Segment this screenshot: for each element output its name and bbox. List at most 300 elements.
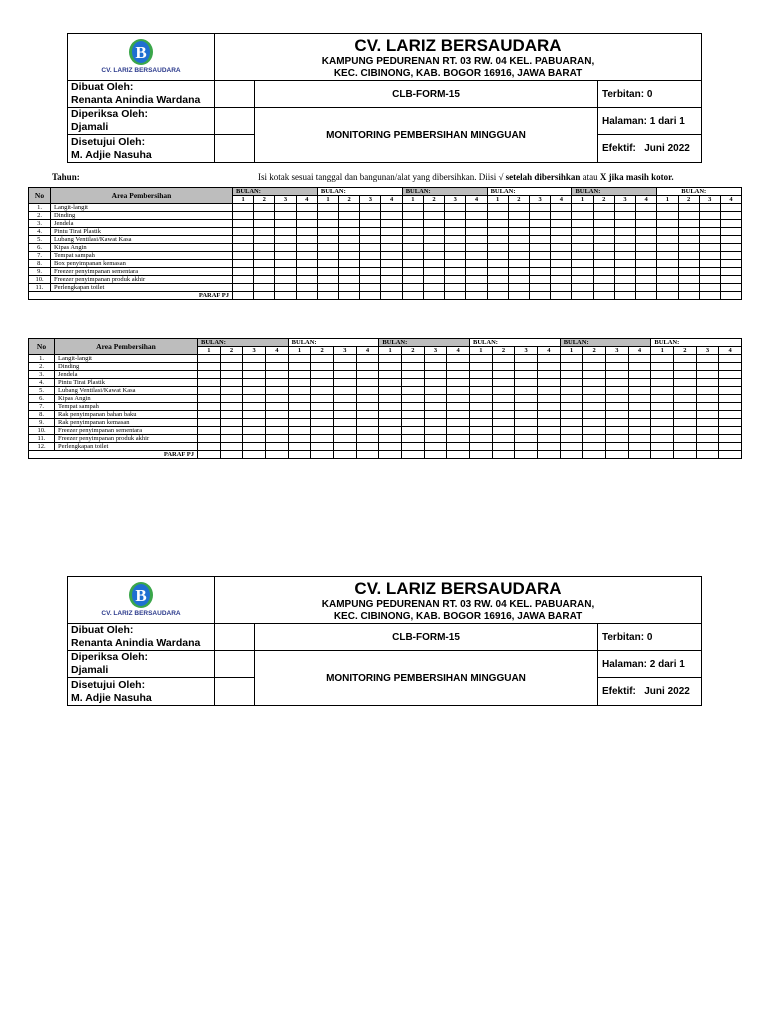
check-cell[interactable] — [275, 228, 296, 236]
check-cell[interactable] — [529, 252, 550, 260]
paraf-cell[interactable] — [296, 292, 317, 300]
check-cell[interactable] — [674, 403, 697, 411]
check-cell[interactable] — [360, 212, 381, 220]
check-cell[interactable] — [198, 371, 221, 379]
check-cell[interactable] — [288, 427, 311, 435]
check-cell[interactable] — [311, 427, 334, 435]
check-cell[interactable] — [606, 443, 629, 451]
check-cell[interactable] — [583, 355, 606, 363]
check-cell[interactable] — [551, 236, 572, 244]
check-cell[interactable] — [572, 220, 593, 228]
check-cell[interactable] — [296, 268, 317, 276]
paraf-cell[interactable] — [628, 451, 651, 459]
check-cell[interactable] — [515, 403, 538, 411]
check-cell[interactable] — [487, 260, 508, 268]
check-cell[interactable] — [696, 427, 719, 435]
check-cell[interactable] — [614, 244, 635, 252]
paraf-cell[interactable] — [254, 292, 275, 300]
check-cell[interactable] — [379, 395, 402, 403]
check-cell[interactable] — [583, 395, 606, 403]
check-cell[interactable] — [360, 236, 381, 244]
paraf-cell[interactable] — [529, 292, 550, 300]
check-cell[interactable] — [339, 252, 360, 260]
check-cell[interactable] — [719, 355, 742, 363]
paraf-cell[interactable] — [288, 451, 311, 459]
check-cell[interactable] — [492, 371, 515, 379]
paraf-cell[interactable] — [636, 292, 657, 300]
check-cell[interactable] — [583, 427, 606, 435]
check-cell[interactable] — [651, 355, 674, 363]
check-cell[interactable] — [265, 363, 288, 371]
check-cell[interactable] — [447, 427, 470, 435]
check-cell[interactable] — [628, 387, 651, 395]
check-cell[interactable] — [402, 379, 425, 387]
paraf-cell[interactable] — [492, 451, 515, 459]
check-cell[interactable] — [470, 435, 493, 443]
check-cell[interactable] — [265, 395, 288, 403]
paraf-cell[interactable] — [379, 451, 402, 459]
check-cell[interactable] — [333, 355, 356, 363]
check-cell[interactable] — [515, 443, 538, 451]
check-cell[interactable] — [492, 395, 515, 403]
check-cell[interactable] — [275, 236, 296, 244]
check-cell[interactable] — [628, 403, 651, 411]
check-cell[interactable] — [606, 387, 629, 395]
check-cell[interactable] — [424, 443, 447, 451]
check-cell[interactable] — [317, 204, 338, 212]
check-cell[interactable] — [593, 268, 614, 276]
check-cell[interactable] — [719, 411, 742, 419]
check-cell[interactable] — [515, 387, 538, 395]
check-cell[interactable] — [572, 236, 593, 244]
check-cell[interactable] — [243, 387, 266, 395]
check-cell[interactable] — [296, 284, 317, 292]
check-cell[interactable] — [487, 212, 508, 220]
check-cell[interactable] — [487, 276, 508, 284]
check-cell[interactable] — [696, 435, 719, 443]
check-cell[interactable] — [233, 252, 254, 260]
check-cell[interactable] — [636, 204, 657, 212]
check-cell[interactable] — [288, 355, 311, 363]
check-cell[interactable] — [466, 204, 487, 212]
check-cell[interactable] — [402, 268, 423, 276]
check-cell[interactable] — [560, 411, 583, 419]
check-cell[interactable] — [508, 244, 529, 252]
check-cell[interactable] — [265, 435, 288, 443]
check-cell[interactable] — [466, 252, 487, 260]
check-cell[interactable] — [220, 379, 243, 387]
check-cell[interactable] — [508, 260, 529, 268]
paraf-cell[interactable] — [311, 451, 334, 459]
check-cell[interactable] — [593, 228, 614, 236]
paraf-cell[interactable] — [233, 292, 254, 300]
paraf-cell[interactable] — [265, 451, 288, 459]
check-cell[interactable] — [466, 284, 487, 292]
check-cell[interactable] — [572, 228, 593, 236]
check-cell[interactable] — [424, 387, 447, 395]
check-cell[interactable] — [606, 419, 629, 427]
check-cell[interactable] — [424, 363, 447, 371]
check-cell[interactable] — [311, 371, 334, 379]
check-cell[interactable] — [651, 435, 674, 443]
paraf-cell[interactable] — [198, 451, 221, 459]
paraf-cell[interactable] — [719, 451, 742, 459]
check-cell[interactable] — [651, 379, 674, 387]
paraf-cell[interactable] — [508, 292, 529, 300]
check-cell[interactable] — [470, 395, 493, 403]
check-cell[interactable] — [515, 435, 538, 443]
check-cell[interactable] — [720, 244, 741, 252]
check-cell[interactable] — [402, 403, 425, 411]
check-cell[interactable] — [614, 268, 635, 276]
check-cell[interactable] — [275, 284, 296, 292]
check-cell[interactable] — [696, 355, 719, 363]
check-cell[interactable] — [220, 403, 243, 411]
check-cell[interactable] — [233, 244, 254, 252]
check-cell[interactable] — [651, 395, 674, 403]
check-cell[interactable] — [678, 260, 699, 268]
check-cell[interactable] — [515, 419, 538, 427]
check-cell[interactable] — [628, 411, 651, 419]
check-cell[interactable] — [198, 419, 221, 427]
check-cell[interactable] — [515, 379, 538, 387]
check-cell[interactable] — [678, 220, 699, 228]
check-cell[interactable] — [678, 284, 699, 292]
check-cell[interactable] — [288, 363, 311, 371]
check-cell[interactable] — [470, 427, 493, 435]
check-cell[interactable] — [515, 371, 538, 379]
check-cell[interactable] — [233, 276, 254, 284]
check-cell[interactable] — [402, 220, 423, 228]
check-cell[interactable] — [614, 212, 635, 220]
paraf-cell[interactable] — [487, 292, 508, 300]
check-cell[interactable] — [339, 268, 360, 276]
check-cell[interactable] — [423, 244, 444, 252]
check-cell[interactable] — [614, 276, 635, 284]
check-cell[interactable] — [381, 212, 402, 220]
check-cell[interactable] — [508, 268, 529, 276]
check-cell[interactable] — [614, 228, 635, 236]
check-cell[interactable] — [678, 252, 699, 260]
check-cell[interactable] — [423, 236, 444, 244]
check-cell[interactable] — [508, 236, 529, 244]
check-cell[interactable] — [614, 252, 635, 260]
check-cell[interactable] — [537, 403, 560, 411]
check-cell[interactable] — [537, 363, 560, 371]
check-cell[interactable] — [593, 244, 614, 252]
check-cell[interactable] — [233, 260, 254, 268]
check-cell[interactable] — [198, 411, 221, 419]
check-cell[interactable] — [445, 220, 466, 228]
check-cell[interactable] — [379, 427, 402, 435]
check-cell[interactable] — [678, 212, 699, 220]
paraf-cell[interactable] — [402, 292, 423, 300]
check-cell[interactable] — [254, 204, 275, 212]
check-cell[interactable] — [339, 236, 360, 244]
paraf-cell[interactable] — [243, 451, 266, 459]
check-cell[interactable] — [492, 403, 515, 411]
check-cell[interactable] — [379, 403, 402, 411]
check-cell[interactable] — [572, 212, 593, 220]
check-cell[interactable] — [720, 260, 741, 268]
check-cell[interactable] — [424, 371, 447, 379]
check-cell[interactable] — [606, 363, 629, 371]
check-cell[interactable] — [492, 435, 515, 443]
check-cell[interactable] — [696, 443, 719, 451]
check-cell[interactable] — [560, 419, 583, 427]
check-cell[interactable] — [720, 252, 741, 260]
check-cell[interactable] — [360, 244, 381, 252]
check-cell[interactable] — [699, 276, 720, 284]
check-cell[interactable] — [720, 268, 741, 276]
check-cell[interactable] — [220, 371, 243, 379]
check-cell[interactable] — [719, 363, 742, 371]
check-cell[interactable] — [445, 204, 466, 212]
check-cell[interactable] — [254, 276, 275, 284]
check-cell[interactable] — [508, 252, 529, 260]
check-cell[interactable] — [674, 355, 697, 363]
check-cell[interactable] — [339, 260, 360, 268]
check-cell[interactable] — [720, 276, 741, 284]
check-cell[interactable] — [583, 419, 606, 427]
check-cell[interactable] — [402, 443, 425, 451]
check-cell[interactable] — [198, 355, 221, 363]
check-cell[interactable] — [515, 411, 538, 419]
check-cell[interactable] — [628, 395, 651, 403]
check-cell[interactable] — [423, 260, 444, 268]
check-cell[interactable] — [674, 419, 697, 427]
check-cell[interactable] — [537, 419, 560, 427]
check-cell[interactable] — [402, 363, 425, 371]
check-cell[interactable] — [719, 387, 742, 395]
check-cell[interactable] — [657, 204, 678, 212]
check-cell[interactable] — [699, 252, 720, 260]
check-cell[interactable] — [296, 236, 317, 244]
check-cell[interactable] — [381, 284, 402, 292]
check-cell[interactable] — [379, 435, 402, 443]
check-cell[interactable] — [651, 419, 674, 427]
check-cell[interactable] — [445, 212, 466, 220]
check-cell[interactable] — [487, 252, 508, 260]
check-cell[interactable] — [593, 220, 614, 228]
check-cell[interactable] — [572, 244, 593, 252]
check-cell[interactable] — [470, 363, 493, 371]
check-cell[interactable] — [606, 355, 629, 363]
check-cell[interactable] — [333, 379, 356, 387]
check-cell[interactable] — [379, 419, 402, 427]
check-cell[interactable] — [275, 220, 296, 228]
check-cell[interactable] — [275, 204, 296, 212]
check-cell[interactable] — [220, 419, 243, 427]
check-cell[interactable] — [288, 403, 311, 411]
check-cell[interactable] — [402, 419, 425, 427]
check-cell[interactable] — [360, 252, 381, 260]
check-cell[interactable] — [423, 268, 444, 276]
check-cell[interactable] — [311, 435, 334, 443]
check-cell[interactable] — [356, 387, 379, 395]
check-cell[interactable] — [492, 427, 515, 435]
paraf-cell[interactable] — [470, 451, 493, 459]
check-cell[interactable] — [288, 379, 311, 387]
paraf-cell[interactable] — [466, 292, 487, 300]
check-cell[interactable] — [445, 228, 466, 236]
check-cell[interactable] — [537, 427, 560, 435]
check-cell[interactable] — [311, 411, 334, 419]
check-cell[interactable] — [402, 244, 423, 252]
check-cell[interactable] — [657, 252, 678, 260]
check-cell[interactable] — [508, 284, 529, 292]
check-cell[interactable] — [492, 411, 515, 419]
check-cell[interactable] — [572, 276, 593, 284]
check-cell[interactable] — [381, 220, 402, 228]
check-cell[interactable] — [356, 443, 379, 451]
check-cell[interactable] — [696, 387, 719, 395]
check-cell[interactable] — [333, 411, 356, 419]
check-cell[interactable] — [265, 371, 288, 379]
check-cell[interactable] — [379, 411, 402, 419]
check-cell[interactable] — [696, 411, 719, 419]
check-cell[interactable] — [265, 387, 288, 395]
check-cell[interactable] — [529, 236, 550, 244]
check-cell[interactable] — [360, 220, 381, 228]
check-cell[interactable] — [674, 395, 697, 403]
check-cell[interactable] — [311, 363, 334, 371]
paraf-cell[interactable] — [360, 292, 381, 300]
check-cell[interactable] — [254, 244, 275, 252]
check-cell[interactable] — [470, 355, 493, 363]
check-cell[interactable] — [537, 355, 560, 363]
check-cell[interactable] — [317, 284, 338, 292]
check-cell[interactable] — [636, 212, 657, 220]
check-cell[interactable] — [254, 220, 275, 228]
check-cell[interactable] — [572, 252, 593, 260]
check-cell[interactable] — [356, 427, 379, 435]
check-cell[interactable] — [657, 276, 678, 284]
check-cell[interactable] — [720, 212, 741, 220]
check-cell[interactable] — [551, 276, 572, 284]
paraf-cell[interactable] — [572, 292, 593, 300]
check-cell[interactable] — [402, 371, 425, 379]
check-cell[interactable] — [447, 419, 470, 427]
check-cell[interactable] — [720, 284, 741, 292]
check-cell[interactable] — [537, 387, 560, 395]
check-cell[interactable] — [583, 435, 606, 443]
check-cell[interactable] — [265, 355, 288, 363]
check-cell[interactable] — [402, 435, 425, 443]
check-cell[interactable] — [360, 260, 381, 268]
check-cell[interactable] — [402, 236, 423, 244]
check-cell[interactable] — [198, 427, 221, 435]
check-cell[interactable] — [265, 411, 288, 419]
check-cell[interactable] — [508, 276, 529, 284]
check-cell[interactable] — [220, 411, 243, 419]
check-cell[interactable] — [311, 419, 334, 427]
check-cell[interactable] — [551, 228, 572, 236]
check-cell[interactable] — [487, 204, 508, 212]
check-cell[interactable] — [233, 228, 254, 236]
check-cell[interactable] — [402, 355, 425, 363]
check-cell[interactable] — [636, 220, 657, 228]
check-cell[interactable] — [288, 435, 311, 443]
check-cell[interactable] — [606, 371, 629, 379]
paraf-cell[interactable] — [583, 451, 606, 459]
check-cell[interactable] — [551, 268, 572, 276]
check-cell[interactable] — [515, 363, 538, 371]
check-cell[interactable] — [317, 276, 338, 284]
check-cell[interactable] — [198, 363, 221, 371]
check-cell[interactable] — [470, 403, 493, 411]
check-cell[interactable] — [402, 395, 425, 403]
check-cell[interactable] — [696, 395, 719, 403]
check-cell[interactable] — [296, 220, 317, 228]
check-cell[interactable] — [333, 419, 356, 427]
paraf-cell[interactable] — [515, 451, 538, 459]
check-cell[interactable] — [529, 204, 550, 212]
check-cell[interactable] — [551, 220, 572, 228]
check-cell[interactable] — [699, 236, 720, 244]
check-cell[interactable] — [243, 403, 266, 411]
check-cell[interactable] — [487, 220, 508, 228]
check-cell[interactable] — [243, 379, 266, 387]
paraf-cell[interactable] — [699, 292, 720, 300]
check-cell[interactable] — [445, 284, 466, 292]
check-cell[interactable] — [492, 355, 515, 363]
check-cell[interactable] — [537, 371, 560, 379]
check-cell[interactable] — [447, 355, 470, 363]
check-cell[interactable] — [296, 228, 317, 236]
check-cell[interactable] — [317, 260, 338, 268]
check-cell[interactable] — [678, 236, 699, 244]
check-cell[interactable] — [720, 236, 741, 244]
check-cell[interactable] — [254, 284, 275, 292]
check-cell[interactable] — [583, 411, 606, 419]
check-cell[interactable] — [243, 355, 266, 363]
paraf-cell[interactable] — [356, 451, 379, 459]
check-cell[interactable] — [614, 284, 635, 292]
check-cell[interactable] — [628, 371, 651, 379]
check-cell[interactable] — [254, 236, 275, 244]
check-cell[interactable] — [288, 419, 311, 427]
check-cell[interactable] — [424, 427, 447, 435]
check-cell[interactable] — [339, 284, 360, 292]
check-cell[interactable] — [265, 419, 288, 427]
check-cell[interactable] — [674, 427, 697, 435]
check-cell[interactable] — [699, 212, 720, 220]
check-cell[interactable] — [657, 284, 678, 292]
check-cell[interactable] — [606, 435, 629, 443]
check-cell[interactable] — [424, 435, 447, 443]
check-cell[interactable] — [560, 427, 583, 435]
check-cell[interactable] — [492, 379, 515, 387]
check-cell[interactable] — [551, 252, 572, 260]
check-cell[interactable] — [537, 443, 560, 451]
check-cell[interactable] — [379, 355, 402, 363]
check-cell[interactable] — [198, 387, 221, 395]
check-cell[interactable] — [719, 419, 742, 427]
check-cell[interactable] — [311, 379, 334, 387]
check-cell[interactable] — [606, 403, 629, 411]
check-cell[interactable] — [466, 220, 487, 228]
check-cell[interactable] — [379, 387, 402, 395]
check-cell[interactable] — [699, 220, 720, 228]
check-cell[interactable] — [379, 363, 402, 371]
check-cell[interactable] — [529, 212, 550, 220]
check-cell[interactable] — [529, 284, 550, 292]
check-cell[interactable] — [719, 395, 742, 403]
check-cell[interactable] — [487, 244, 508, 252]
check-cell[interactable] — [424, 379, 447, 387]
check-cell[interactable] — [339, 212, 360, 220]
